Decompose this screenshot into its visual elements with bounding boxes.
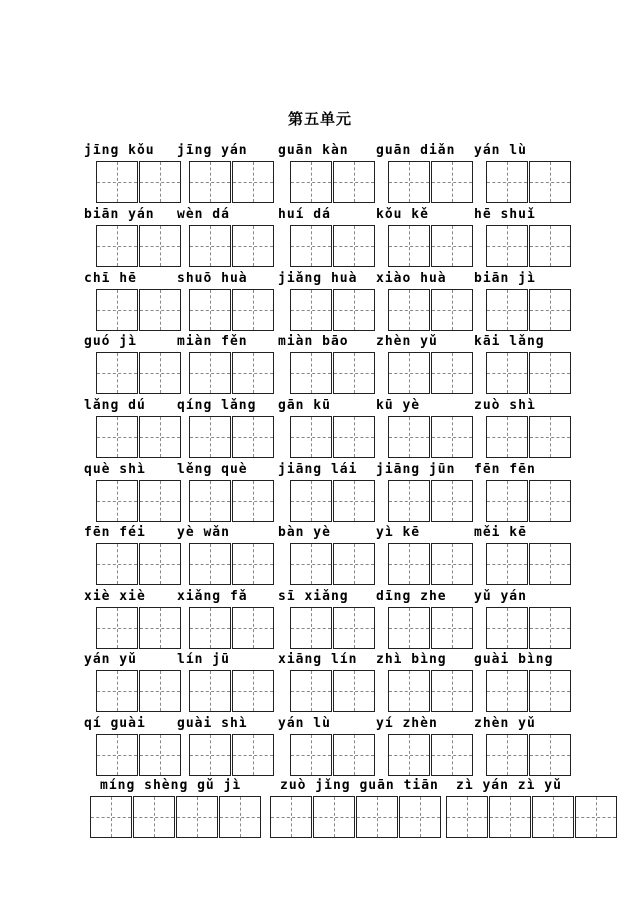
tian-zi-box[interactable]	[189, 670, 231, 712]
word-row	[0, 207, 640, 267]
tian-zi-box[interactable]	[529, 352, 571, 394]
tian-zi-box[interactable]	[333, 543, 375, 585]
pinyin-label: xiāng lín	[278, 652, 358, 667]
tian-zi-box[interactable]	[232, 670, 274, 712]
tian-zi-box[interactable]	[219, 796, 261, 838]
word-row	[0, 716, 640, 776]
pinyin-label: yè wǎn	[177, 525, 230, 540]
writing-grid	[388, 352, 474, 394]
writing-grid	[388, 734, 474, 776]
tian-zi-box[interactable]	[290, 225, 332, 267]
tian-zi-box[interactable]	[96, 225, 138, 267]
word-row	[0, 271, 640, 331]
word-row	[0, 589, 640, 649]
tian-zi-box[interactable]	[189, 607, 231, 649]
tian-zi-box[interactable]	[313, 796, 355, 838]
pinyin-label: yì kē	[376, 525, 421, 540]
tian-zi-box[interactable]	[333, 480, 375, 522]
writing-grid	[96, 734, 182, 776]
pinyin-label: jiāng jūn	[376, 462, 456, 477]
tian-zi-box[interactable]	[529, 543, 571, 585]
tian-zi-box[interactable]	[133, 796, 175, 838]
word-row	[0, 462, 640, 522]
tian-zi-box[interactable]	[139, 543, 181, 585]
tian-zi-box[interactable]	[431, 607, 473, 649]
tian-zi-box[interactable]	[431, 734, 473, 776]
pinyin-label: què shì	[84, 462, 146, 477]
tian-zi-box[interactable]	[333, 225, 375, 267]
tian-zi-box[interactable]	[388, 480, 430, 522]
pinyin-label: lǎng dú	[84, 398, 146, 413]
tian-zi-box[interactable]	[486, 670, 528, 712]
tian-zi-box[interactable]	[96, 670, 138, 712]
idiom-row	[0, 778, 640, 838]
pinyin-label: jiǎng huà	[278, 271, 358, 286]
pinyin-label: zuò jǐng guān tiān	[280, 778, 439, 793]
tian-zi-box[interactable]	[139, 352, 181, 394]
pinyin-label: jiāng lái	[278, 462, 358, 477]
tian-zi-box[interactable]	[431, 543, 473, 585]
pinyin-label: guài shì	[177, 716, 248, 731]
writing-grid	[388, 670, 474, 712]
tian-zi-box[interactable]	[486, 289, 528, 331]
tian-zi-box[interactable]	[176, 796, 218, 838]
tian-zi-box[interactable]	[96, 480, 138, 522]
tian-zi-box[interactable]	[96, 161, 138, 203]
writing-grid	[290, 543, 376, 585]
tian-zi-box[interactable]	[139, 734, 181, 776]
writing-grid	[290, 161, 376, 203]
writing-grid	[388, 607, 474, 649]
writing-grid	[189, 161, 275, 203]
tian-zi-box[interactable]	[232, 480, 274, 522]
tian-zi-box[interactable]	[356, 796, 398, 838]
tian-zi-box[interactable]	[96, 734, 138, 776]
writing-grid	[290, 416, 376, 458]
pinyin-label: yán lù	[278, 716, 331, 731]
tian-zi-box[interactable]	[529, 734, 571, 776]
writing-grid	[90, 796, 262, 838]
tian-zi-box[interactable]	[333, 289, 375, 331]
writing-grid	[486, 416, 572, 458]
tian-zi-box[interactable]	[446, 796, 488, 838]
tian-zi-box[interactable]	[529, 607, 571, 649]
tian-zi-box[interactable]	[575, 796, 617, 838]
tian-zi-box[interactable]	[139, 225, 181, 267]
writing-grid	[96, 225, 182, 267]
pinyin-label: qí guài	[84, 716, 146, 731]
writing-grid	[189, 289, 275, 331]
tian-zi-box[interactable]	[529, 416, 571, 458]
pinyin-label: bàn yè	[278, 525, 331, 540]
pinyin-label: chī hē	[84, 271, 137, 286]
tian-zi-box[interactable]	[290, 543, 332, 585]
writing-grid	[96, 161, 182, 203]
pinyin-label: xiè xiè	[84, 589, 146, 604]
tian-zi-box[interactable]	[486, 480, 528, 522]
tian-zi-box[interactable]	[529, 670, 571, 712]
writing-grid	[96, 480, 182, 522]
tian-zi-box[interactable]	[388, 352, 430, 394]
tian-zi-box[interactable]	[431, 161, 473, 203]
tian-zi-box[interactable]	[232, 734, 274, 776]
tian-zi-box[interactable]	[189, 161, 231, 203]
pinyin-label: jīng yán	[177, 143, 248, 158]
writing-grid	[189, 416, 275, 458]
pinyin-label: yán yǔ	[84, 652, 137, 667]
tian-zi-box[interactable]	[486, 734, 528, 776]
tian-zi-box[interactable]	[139, 416, 181, 458]
tian-zi-box[interactable]	[232, 289, 274, 331]
pinyin-label: yán lù	[474, 143, 527, 158]
tian-zi-box[interactable]	[90, 796, 132, 838]
tian-zi-box[interactable]	[189, 480, 231, 522]
tian-zi-box[interactable]	[333, 607, 375, 649]
pinyin-label: jīng kǒu	[84, 143, 155, 158]
tian-zi-box[interactable]	[431, 225, 473, 267]
tian-zi-box[interactable]	[529, 289, 571, 331]
tian-zi-box[interactable]	[96, 543, 138, 585]
tian-zi-box[interactable]	[96, 352, 138, 394]
pinyin-label: yí zhèn	[376, 716, 438, 731]
tian-zi-box[interactable]	[333, 161, 375, 203]
writing-grid	[486, 734, 572, 776]
tian-zi-box[interactable]	[290, 734, 332, 776]
tian-zi-box[interactable]	[270, 796, 312, 838]
writing-grid	[486, 480, 572, 522]
tian-zi-box[interactable]	[232, 161, 274, 203]
tian-zi-box[interactable]	[529, 225, 571, 267]
pinyin-label: kǒu kě	[376, 207, 429, 222]
tian-zi-box[interactable]	[486, 161, 528, 203]
tian-zi-box[interactable]	[232, 607, 274, 649]
tian-zi-box[interactable]	[388, 607, 430, 649]
writing-grid	[189, 543, 275, 585]
tian-zi-box[interactable]	[333, 734, 375, 776]
writing-grid	[388, 480, 474, 522]
tian-zi-box[interactable]	[431, 352, 473, 394]
pinyin-label: sī xiǎng	[278, 589, 349, 604]
tian-zi-box[interactable]	[189, 543, 231, 585]
pinyin-label: qíng lǎng	[177, 398, 257, 413]
writing-grid	[486, 161, 572, 203]
tian-zi-box[interactable]	[189, 352, 231, 394]
tian-zi-box[interactable]	[388, 161, 430, 203]
pinyin-label: dīng zhe	[376, 589, 447, 604]
writing-grid	[486, 289, 572, 331]
pinyin-label: xiào huà	[376, 271, 447, 286]
word-row	[0, 525, 640, 585]
tian-zi-box[interactable]	[486, 416, 528, 458]
tian-zi-box[interactable]	[189, 416, 231, 458]
tian-zi-box[interactable]	[486, 225, 528, 267]
pinyin-label: gān kū	[278, 398, 331, 413]
word-row	[0, 143, 640, 203]
writing-grid	[290, 352, 376, 394]
tian-zi-box[interactable]	[139, 161, 181, 203]
writing-grid	[486, 670, 572, 712]
pinyin-label: lín jū	[177, 652, 230, 667]
writing-grid	[96, 416, 182, 458]
tian-zi-box[interactable]	[529, 480, 571, 522]
writing-grid	[290, 480, 376, 522]
writing-grid	[486, 352, 572, 394]
tian-zi-box[interactable]	[96, 607, 138, 649]
writing-grid	[290, 607, 376, 649]
word-row	[0, 398, 640, 458]
tian-zi-box[interactable]	[486, 352, 528, 394]
tian-zi-box[interactable]	[486, 607, 528, 649]
tian-zi-box[interactable]	[489, 796, 531, 838]
pinyin-label: zhèn yǔ	[474, 716, 536, 731]
writing-grid	[96, 543, 182, 585]
pinyin-label: yǔ yán	[474, 589, 527, 604]
pinyin-label: guān kàn	[278, 143, 349, 158]
writing-grid	[189, 607, 275, 649]
writing-grid	[270, 796, 442, 838]
writing-grid	[486, 607, 572, 649]
writing-grid	[290, 289, 376, 331]
pinyin-label: zì yán zì yǔ	[456, 778, 562, 793]
tian-zi-box[interactable]	[232, 416, 274, 458]
tian-zi-box[interactable]	[189, 734, 231, 776]
writing-grid	[388, 289, 474, 331]
tian-zi-box[interactable]	[232, 543, 274, 585]
pinyin-label: guān diǎn	[376, 143, 456, 158]
writing-grid	[189, 352, 275, 394]
pinyin-label: biān jì	[474, 271, 536, 286]
word-row	[0, 652, 640, 712]
tian-zi-box[interactable]	[399, 796, 441, 838]
pinyin-label: shuō huà	[177, 271, 248, 286]
tian-zi-box[interactable]	[232, 352, 274, 394]
pinyin-label: fēn fēn	[474, 462, 536, 477]
tian-zi-box[interactable]	[333, 352, 375, 394]
writing-grid	[96, 607, 182, 649]
pinyin-label: hē shuǐ	[474, 207, 536, 222]
pinyin-label: guó jì	[84, 334, 137, 349]
tian-zi-box[interactable]	[431, 480, 473, 522]
tian-zi-box[interactable]	[388, 670, 430, 712]
tian-zi-box[interactable]	[189, 225, 231, 267]
writing-grid	[189, 480, 275, 522]
pinyin-label: miàn fěn	[177, 334, 248, 349]
writing-grid	[388, 416, 474, 458]
writing-grid	[388, 225, 474, 267]
tian-zi-box[interactable]	[388, 225, 430, 267]
writing-grid	[486, 225, 572, 267]
writing-grid	[96, 352, 182, 394]
word-row	[0, 334, 640, 394]
writing-grid	[290, 670, 376, 712]
tian-zi-box[interactable]	[388, 543, 430, 585]
tian-zi-box[interactable]	[431, 670, 473, 712]
pinyin-label: miàn bāo	[278, 334, 349, 349]
tian-zi-box[interactable]	[388, 734, 430, 776]
tian-zi-box[interactable]	[388, 289, 430, 331]
tian-zi-box[interactable]	[139, 607, 181, 649]
writing-grid	[290, 734, 376, 776]
writing-grid	[189, 734, 275, 776]
tian-zi-box[interactable]	[290, 480, 332, 522]
writing-grid	[388, 543, 474, 585]
tian-zi-box[interactable]	[333, 670, 375, 712]
pinyin-label: guài bìng	[474, 652, 554, 667]
tian-zi-box[interactable]	[333, 416, 375, 458]
tian-zi-box[interactable]	[96, 289, 138, 331]
pinyin-label: kāi lǎng	[474, 334, 545, 349]
pinyin-label: wèn dá	[177, 207, 230, 222]
pinyin-label: zuò shì	[474, 398, 536, 413]
pinyin-label: míng shèng gǔ jì	[100, 778, 242, 793]
writing-grid	[446, 796, 618, 838]
pinyin-label: huí dá	[278, 207, 331, 222]
pinyin-label: měi kē	[474, 525, 527, 540]
tian-zi-box[interactable]	[139, 480, 181, 522]
pinyin-label: kū yè	[376, 398, 421, 413]
tian-zi-box[interactable]	[532, 796, 574, 838]
writing-grid	[486, 543, 572, 585]
tian-zi-box[interactable]	[290, 416, 332, 458]
pinyin-label: xiǎng fǎ	[177, 589, 248, 604]
tian-zi-box[interactable]	[232, 225, 274, 267]
tian-zi-box[interactable]	[290, 607, 332, 649]
tian-zi-box[interactable]	[431, 416, 473, 458]
writing-grid	[290, 225, 376, 267]
tian-zi-box[interactable]	[431, 289, 473, 331]
writing-grid	[388, 161, 474, 203]
tian-zi-box[interactable]	[139, 289, 181, 331]
tian-zi-box[interactable]	[96, 416, 138, 458]
tian-zi-box[interactable]	[139, 670, 181, 712]
tian-zi-box[interactable]	[290, 670, 332, 712]
writing-grid	[96, 670, 182, 712]
pinyin-label: biān yán	[84, 207, 155, 222]
tian-zi-box[interactable]	[290, 352, 332, 394]
tian-zi-box[interactable]	[388, 416, 430, 458]
pinyin-label: zhì bìng	[376, 652, 447, 667]
writing-grid	[189, 225, 275, 267]
tian-zi-box[interactable]	[486, 543, 528, 585]
tian-zi-box[interactable]	[529, 161, 571, 203]
writing-grid	[189, 670, 275, 712]
tian-zi-box[interactable]	[290, 161, 332, 203]
pinyin-label: lěng què	[177, 462, 248, 477]
pinyin-label: fēn féi	[84, 525, 146, 540]
writing-grid	[96, 289, 182, 331]
page-title: 第五单元	[287, 110, 352, 128]
tian-zi-box[interactable]	[189, 289, 231, 331]
tian-zi-box[interactable]	[290, 289, 332, 331]
pinyin-label: zhèn yǔ	[376, 334, 438, 349]
